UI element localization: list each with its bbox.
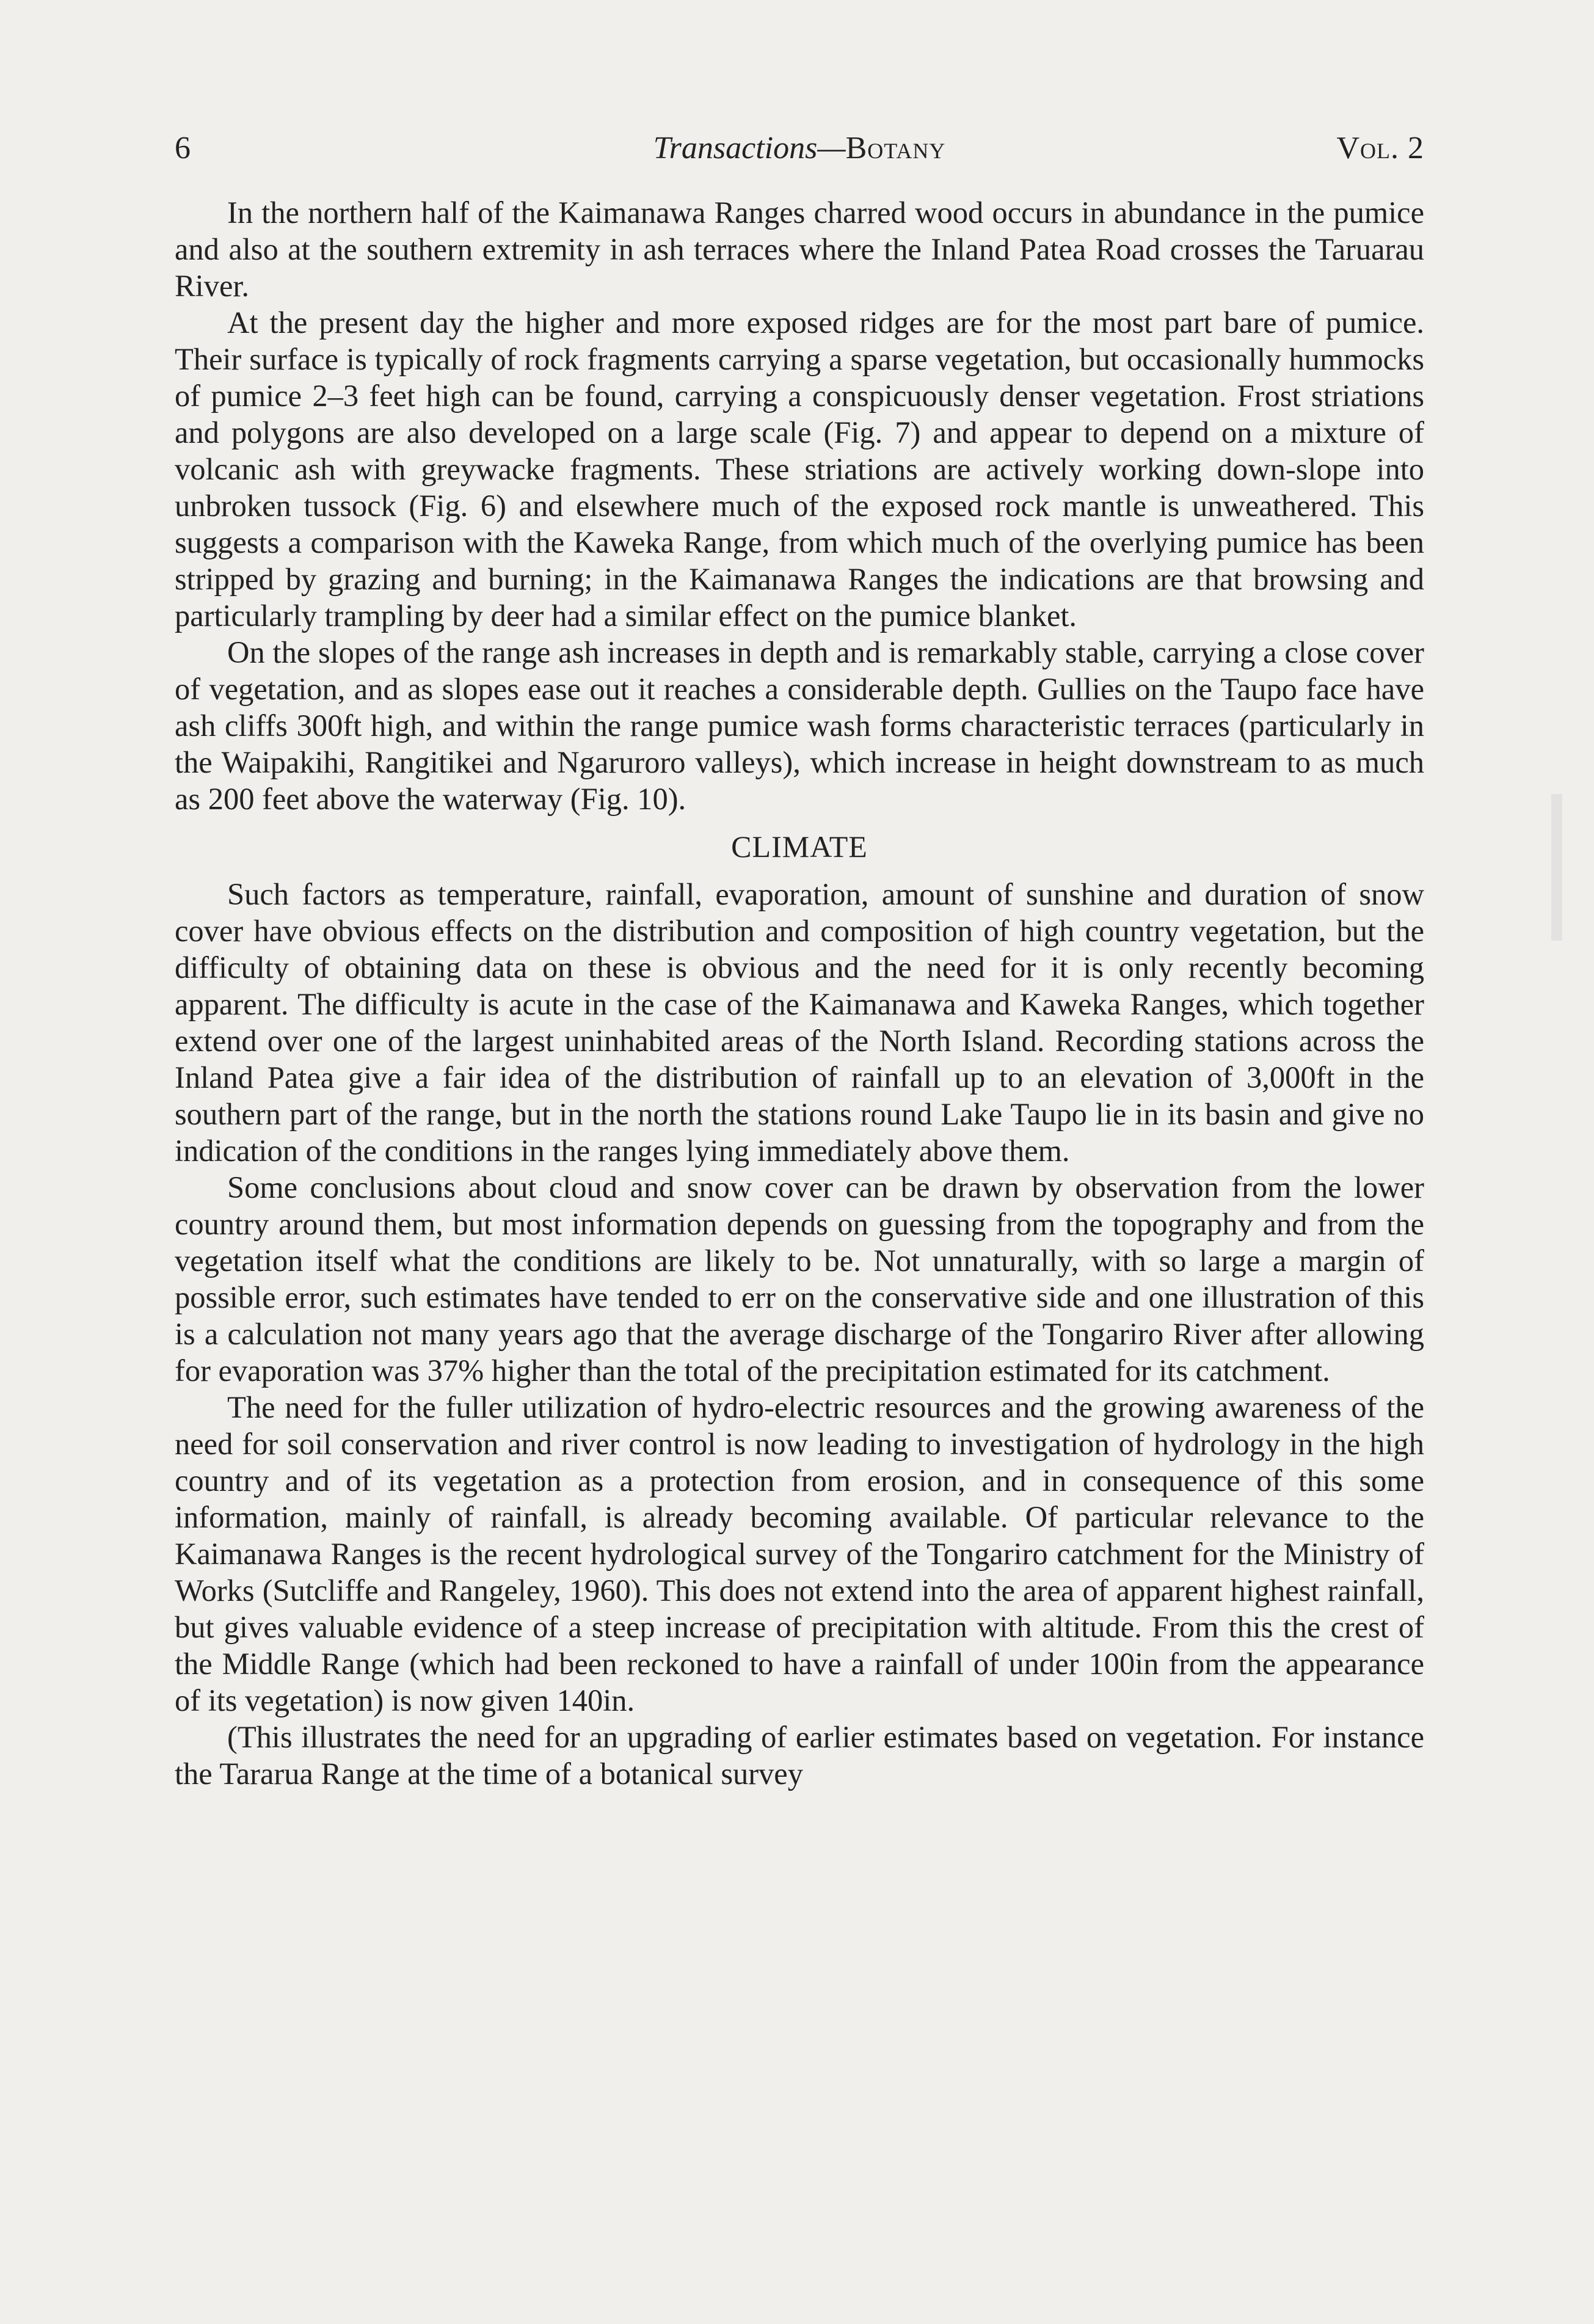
paragraph-charred-wood: In the northern half of the Kaimanawa Ranges charred wood occurs in abundance in the pumice and also at the southern extremity in ash terraces where the Inland Patea Road crosses the Taruarau River. [175,195,1424,303]
paragraph-cloud-snow: Some conclusions about cloud and snow cover can be drawn by observation from the lower country around them, but most information depends on guessing from the topography and from the vegetation itself what the conditions are likely to be. Not unnaturally, with so large a margin of possible error, such estimates have tended to err on the conservative side and one illustration of this is a calculation not many years ago that the average discharge of the Tongariro River after allowing for evaporation was 37% higher than the total of the precipitation estimated for its catchment. [175,1170,1424,1388]
bleed-through-right-margin [1551,794,1562,941]
title-dash: — [817,131,846,166]
section-name: Botany [845,131,946,166]
running-title [175,124,1424,173]
running-header [175,124,1424,173]
volume-label: Vol. 2 [1336,131,1424,166]
section-heading-climate: CLIMATE [731,829,868,864]
paragraph-upgrading-estimates: (This illustrates the need for an upgrading of earlier estimates based on vegetation. For instance the Tararua Range at the time of a botanical survey [175,1720,1424,1791]
journal-title: Transactions [653,131,818,166]
paragraph-ash-slopes: On the slopes of the range ash increases in depth and is remarkably stable, carrying a close cover of vegetation, and as slopes ease out it reaches a considerable depth. Gullies on the Taupo face have ash cliffs 300ft high, and within the range pumice wash forms characteristic terraces (particularly in the Waipakihi, Rangitikei and Ngaruroro valleys), which increase in height downstream to as much as 200 feet above the waterway (Fig. 10). [175,635,1424,816]
paragraph-climate-factors: Such factors as temperature, rainfall, evaporation, amount of sunshine and duration of snow cover have obvious effects on the distribution and composition of high country vegetation, but the difficulty of obtaining data on these is obvious and the need for it is only recently becoming apparent. The difficulty is acute in the case of the Kaimanawa and Kaweka Ranges, which together extend over one of the largest uninhabited areas of the North Island. Recording stations across the Inland Patea give a fair idea of the distribution of rainfall up to an elevation of 3,000ft in the southern part of the range, but in the north the stations round Lake Taupo lie in its basin and give no indication of the conditions in the ranges lying immediately above them. [175,877,1424,1168]
paragraph-exposed-ridges: At the present day the higher and more exposed ridges are for the most part bare of pumice. Their surface is typically of rock fragments carrying a sparse vegetation, but occasionally hummocks of pumice 2–3 feet high can be found, carrying a conspicuously denser vegetation. Frost striations and polygons are also developed on a large scale (Fig. 7) and appear to depend on a mixture of volcanic ash with greywacke fragments. These striations are actively working down-slope into unbroken tussock (Fig. 6) and elsewhere much of the exposed rock mantle is unweathered. This suggests a comparison with the Kaweka Range, from which much of the overlying pumice has been stripped by grazing and burning; in the Kaimanawa Ranges the indications are that browsing and particularly trampling by deer had a similar effect on the pumice blanket. [175,305,1424,633]
page-number: 6 [175,131,191,166]
article-body [175,194,1424,1792]
paragraph-hydrology: The need for the fuller utilization of hydro-electric resources and the growing awareness of the need for soil conservation and river control is now leading to investigation of hydrology in the high country and of its vegetation as a protection from erosion, and in consequence of this some information, mainly of rainfall, is already becoming available. Of particular relevance to the Kaimanawa Ranges is the recent hydrological survey of the Tongariro catchment for the Ministry of Works (Sutcliffe and Rangeley, 1960). This does not extend into the area of apparent highest rainfall, but gives valuable evidence of a steep increase of precipitation with altitude. From this the crest of the Middle Range (which had been reckoned to have a rainfall of under 100in from the appearance of its vegetation) is now given 140in. [175,1390,1424,1718]
